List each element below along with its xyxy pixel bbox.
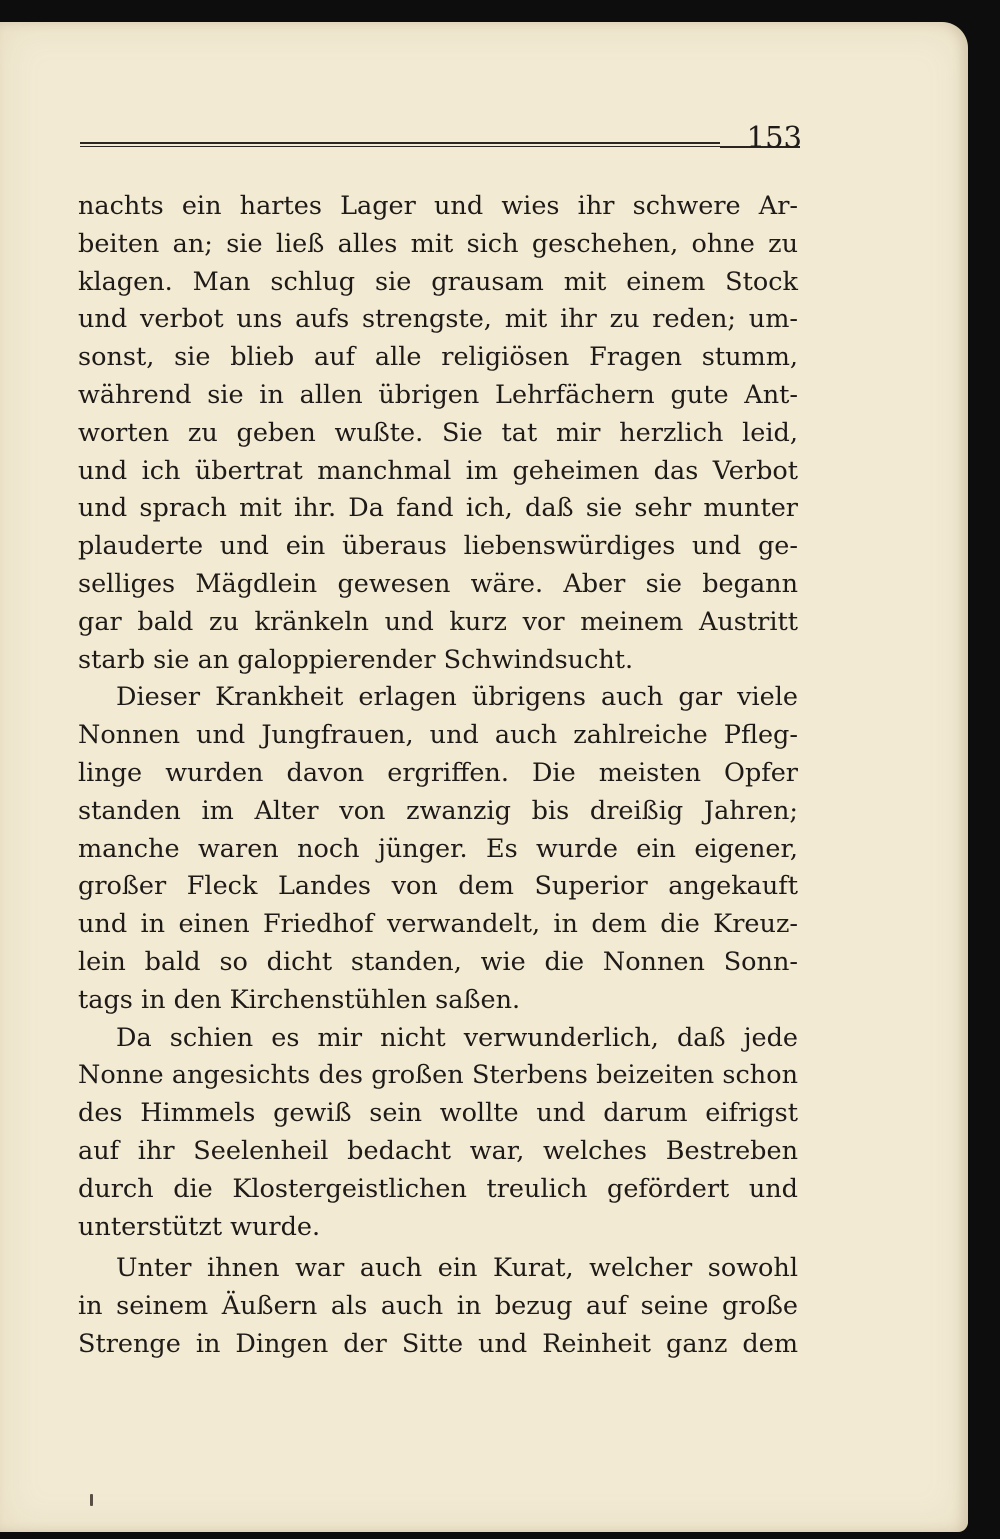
text-line: während sie in allen übrigen Lehrfächern gute Ant- bbox=[78, 379, 798, 410]
text-line: beiten an; sie ließ alles mit sich geschehen, ohne zu bbox=[78, 228, 798, 259]
text-line: großer Fleck Landes von dem Superior angekauft bbox=[78, 871, 798, 902]
text-line: linge wurden davon ergriffen. Die meisten Opfer bbox=[78, 757, 798, 788]
text-line: und in einen Friedhof verwandelt, in dem die Kreuz- bbox=[78, 909, 798, 940]
paragraph-4 bbox=[78, 1250, 798, 1363]
text-line: und verbot uns aufs strengste, mit ihr zu reden; um- bbox=[78, 304, 798, 335]
text-line: manche waren noch jünger. Es wurde ein eigener, bbox=[78, 833, 798, 864]
text-line: Strenge in Dingen der Sitte und Reinheit ganz dem bbox=[78, 1328, 798, 1359]
book-page bbox=[0, 22, 968, 1532]
paragraph-3 bbox=[78, 1020, 798, 1247]
text-line: und sprach mit ihr. Da fand ich, daß sie sehr munter bbox=[78, 493, 798, 524]
text-line: starb sie an galoppierender Schwindsucht. bbox=[78, 644, 634, 675]
paragraph-1 bbox=[78, 188, 798, 679]
text-line: Dieser Krankheit erlagen übrigens auch gar viele bbox=[116, 682, 798, 713]
text-line: durch die Klostergeistlichen treulich gefördert und bbox=[78, 1173, 798, 1204]
text-line: auf ihr Seelenheil bedacht war, welches Bestreben bbox=[78, 1135, 798, 1166]
text-line: unterstützt wurde. bbox=[78, 1211, 321, 1242]
page-number: 153 bbox=[746, 120, 802, 154]
paragraph-2 bbox=[78, 679, 798, 1019]
text-line: gar bald zu kränkeln und kurz vor meinem Austritt bbox=[78, 606, 798, 637]
text-line: Unter ihnen war auch ein Kurat, welcher sowohl bbox=[116, 1253, 798, 1284]
text-line: worten zu geben wußte. Sie tat mir herzlich leid, bbox=[78, 417, 798, 448]
text-line: des Himmels gewiß sein wollte und darum eifrigst bbox=[78, 1098, 798, 1129]
text-line: lein bald so dicht standen, wie die Nonnen Sonn- bbox=[78, 946, 798, 977]
header-rule bbox=[80, 142, 720, 147]
text-line: standen im Alter von zwanzig bis dreißig Jahren; bbox=[78, 795, 798, 826]
text-line: plauderte und ein überaus liebenswürdiges und ge- bbox=[78, 531, 798, 562]
text-line: und ich übertrat manchmal im geheimen das Verbot bbox=[78, 455, 798, 486]
text-line: Da schien es mir nicht verwunderlich, daß jede bbox=[116, 1022, 798, 1053]
text-block bbox=[78, 188, 798, 1364]
paper-speck bbox=[90, 1494, 93, 1506]
text-line: Nonne angesichts des großen Sterbens beizeiten schon bbox=[78, 1060, 798, 1091]
text-line: in seinem Äußern als auch in bezug auf seine große bbox=[78, 1291, 798, 1322]
text-line: nachts ein hartes Lager und wies ihr schwere Ar- bbox=[78, 191, 798, 221]
text-line: tags in den Kirchenstühlen saßen. bbox=[78, 984, 521, 1015]
text-line: sonst, sie blieb auf alle religiösen Fragen stumm, bbox=[78, 342, 798, 373]
text-line: Nonnen und Jungfrauen, und auch zahlreiche Pfleg- bbox=[78, 720, 798, 751]
text-line: klagen. Man schlug sie grausam mit einem Stock bbox=[78, 266, 798, 297]
text-line: selliges Mägdlein gewesen wäre. Aber sie begann bbox=[78, 568, 798, 599]
